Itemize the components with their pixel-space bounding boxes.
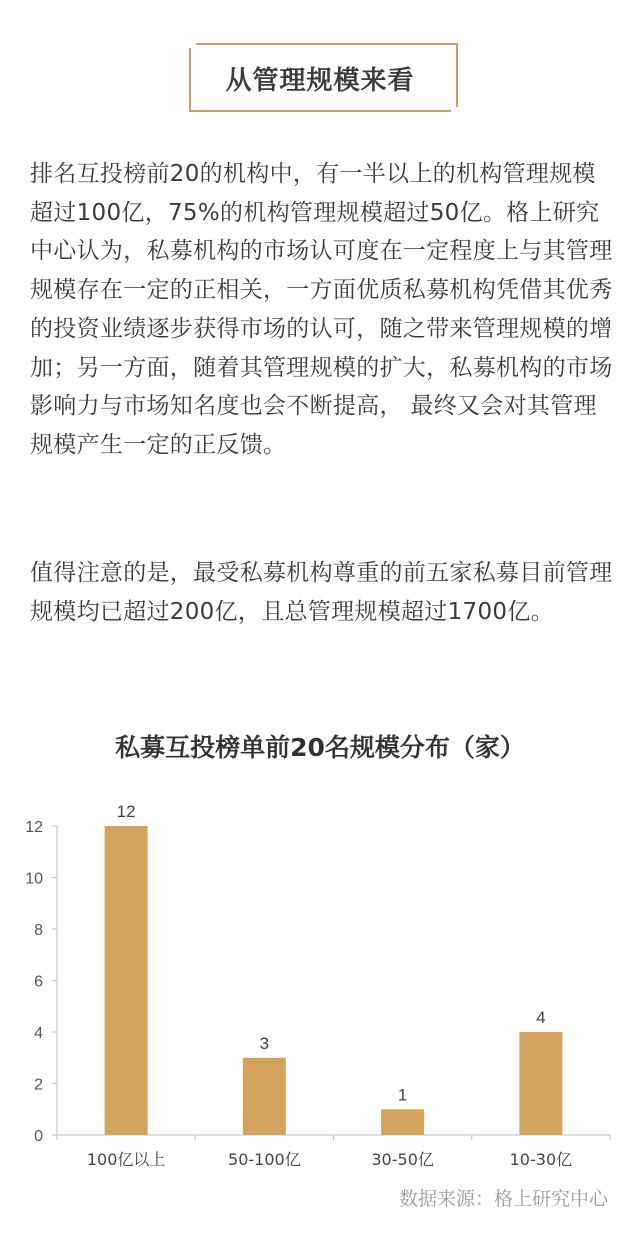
y-tick-label: 2 xyxy=(34,1076,43,1094)
data-label: 3 xyxy=(259,1033,270,1053)
x-tick-label: 100亿以上 xyxy=(86,1150,166,1169)
y-tick-label: 8 xyxy=(34,922,43,939)
bar xyxy=(105,826,148,1135)
section-title: 从管理规模来看 xyxy=(225,66,415,96)
y-tick-label: 12 xyxy=(25,819,43,836)
y-tick-label: 6 xyxy=(34,973,43,991)
y-tick-label: 4 xyxy=(34,1025,43,1042)
x-tick-label: 30-50亿 xyxy=(371,1150,434,1169)
x-tick-label: 10-30亿 xyxy=(509,1150,573,1169)
data-label: 12 xyxy=(116,802,136,821)
data-source: 数据来源：格上研究中心 xyxy=(398,1188,608,1210)
paragraph-1: 排名互投榜前20的机构中，有一半以上的机构管理规模超过100亿，75%的机构管理规模超过50亿。格上研究中心认为，私募机构的市场认可度在一定程度上与其管理规模存在一定的正相关，一方面优质私募机构凭借其优秀的投资业绩逐步获得市场的认可，随之带来管理规模的增加；另一方面，随着其管理规模的扩大，私募机构的市场影响力与市场知名度也会不断提高， 最终又会对其管理规模产生一定的正反馈。 xyxy=(30,161,613,458)
data-label: 4 xyxy=(536,1008,546,1027)
chart-title: 私募互投榜单前20名规模分布（家） xyxy=(115,733,525,762)
paragraph-2: 值得注意的是，最受私募机构尊重的前五家私募目前管理规模均已超过200亿，且总管理规模超过1700亿。 xyxy=(30,560,613,625)
section-title-frame xyxy=(189,48,451,112)
data-label: 1 xyxy=(397,1085,408,1105)
x-tick-label: 50-100亿 xyxy=(228,1150,301,1169)
bar xyxy=(381,1109,424,1135)
bar xyxy=(519,1032,562,1135)
bar-chart xyxy=(0,790,640,1180)
y-tick-label: 10 xyxy=(25,870,43,888)
y-tick-label: 0 xyxy=(34,1128,43,1145)
bar xyxy=(243,1058,286,1135)
